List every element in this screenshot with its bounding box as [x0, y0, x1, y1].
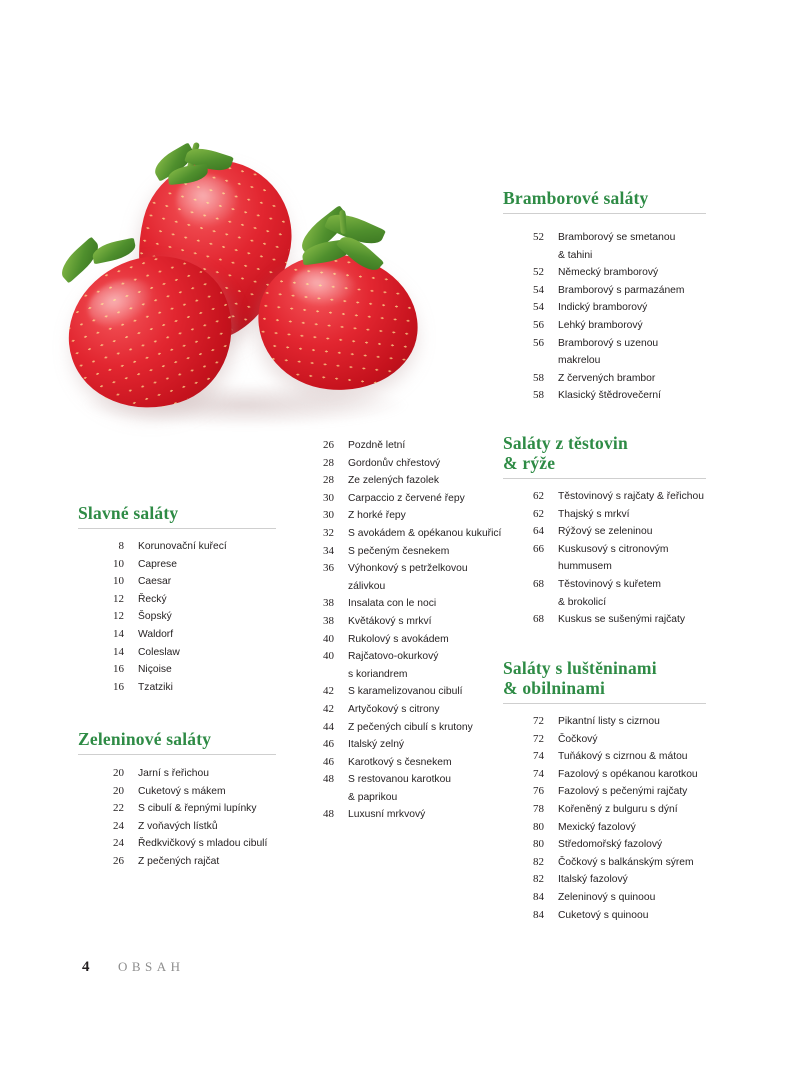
entry-page: 78 — [533, 802, 544, 815]
toc-entry[interactable] — [98, 853, 303, 871]
toc-entry[interactable] — [308, 525, 508, 543]
entry-title: S restovanou karotkou — [348, 774, 452, 786]
entry-title: & brokolicí — [558, 596, 607, 608]
entry-title: Bramborový se smetanou — [558, 232, 676, 243]
entry-page: 14 — [113, 627, 124, 640]
toc-entry[interactable] — [518, 871, 733, 889]
toc-list-slavne-salaty — [98, 538, 298, 696]
entry-title: Insalata con le noci — [348, 598, 437, 610]
toc-entry-continuation — [518, 247, 728, 265]
entry-page: 80 — [533, 820, 544, 833]
toc-entry[interactable] — [308, 683, 508, 701]
entry-title: Z červených brambor — [558, 372, 656, 384]
entry-page: 56 — [533, 318, 544, 331]
entry-title: Bramborový s parmazánem — [558, 284, 685, 296]
entry-title: Kuskus se sušenými rajčaty — [558, 614, 686, 626]
toc-entry[interactable] — [518, 836, 733, 854]
page-label: OBSAH — [118, 959, 185, 974]
toc-entry[interactable] — [308, 719, 508, 737]
toc-entry[interactable] — [308, 507, 508, 525]
section-title-bramborove-salaty — [503, 188, 706, 214]
entry-title: Niçoise — [138, 664, 172, 676]
entry-title: Kořeněný z bulguru s dýní — [558, 803, 678, 815]
section-title-text-line2: & obilninami — [503, 678, 606, 698]
toc-entry[interactable] — [98, 835, 303, 853]
toc-entry[interactable] — [98, 679, 298, 697]
entry-page: 32 — [323, 526, 334, 539]
section-title-text-line1: Saláty z těstovin — [503, 433, 628, 453]
entry-title: Zeleninový s quinoou — [558, 891, 656, 903]
toc-entry[interactable] — [98, 608, 298, 626]
entry-page: 74 — [533, 750, 544, 763]
toc-entry[interactable] — [308, 701, 508, 719]
entry-title: Tzatziki — [138, 681, 173, 693]
entry-title: S cibulí & řepnými lupínky — [138, 803, 257, 815]
title-rule — [78, 754, 276, 755]
entry-page: 62 — [533, 507, 544, 520]
section-title-zeleninove-salaty — [78, 729, 276, 755]
entry-title: Fazolový s opékanou karotkou — [558, 768, 698, 780]
entry-title: S avokádem & opékanou kukuřicí — [348, 527, 502, 539]
entry-page: 84 — [533, 890, 544, 903]
toc-entry[interactable] — [98, 626, 298, 644]
strawberries-photo — [40, 150, 440, 440]
toc-entry-continuation — [518, 352, 728, 370]
entry-title: Gordonův chřestový — [348, 457, 441, 469]
entry-title: s koriandrem — [348, 668, 408, 680]
entry-page: 14 — [113, 645, 124, 658]
entry-title: Čočkový s balkánským sýrem — [558, 856, 694, 868]
toc-entry[interactable] — [518, 713, 733, 731]
toc-entry[interactable] — [98, 644, 298, 662]
entry-page: 80 — [533, 838, 544, 851]
entry-page: 48 — [323, 808, 334, 821]
toc-entry[interactable] — [98, 538, 298, 556]
entry-page: 40 — [323, 650, 334, 663]
toc-entry[interactable] — [308, 490, 508, 508]
entry-page: 28 — [323, 456, 334, 469]
toc-entry[interactable] — [98, 818, 303, 836]
entry-title: Výhonkový s petrželkovou — [348, 563, 468, 575]
entry-page: 28 — [323, 474, 334, 487]
toc-entry[interactable] — [518, 541, 733, 559]
toc-entry[interactable] — [308, 543, 508, 561]
section-title-text: Slavné saláty — [78, 503, 179, 523]
toc-entry[interactable] — [98, 591, 298, 609]
entry-page: 56 — [533, 336, 544, 349]
entry-page: 74 — [533, 767, 544, 780]
entry-page: 36 — [323, 562, 334, 575]
section-title-text-line2: & rýže — [503, 453, 556, 473]
entry-page: 48 — [323, 773, 334, 786]
entry-page: 52 — [533, 266, 544, 279]
toc-entry[interactable] — [518, 299, 728, 317]
entry-page: 26 — [113, 854, 124, 867]
toc-entry-continuation — [518, 558, 733, 576]
entry-page: 10 — [113, 575, 124, 588]
entry-page: 38 — [323, 597, 334, 610]
entry-title: Z pečených cibulí s krutony — [348, 721, 473, 733]
entry-page: 44 — [323, 720, 334, 733]
toc-entry[interactable] — [308, 806, 508, 824]
page-number: 4 — [82, 959, 90, 975]
title-rule — [503, 703, 706, 704]
entry-title: Artyčokový s citrony — [348, 703, 440, 715]
entry-page: 16 — [113, 663, 124, 676]
entry-page: 52 — [533, 231, 544, 243]
entry-title: Cuketový s quinoou — [558, 909, 649, 921]
toc-entry-continuation — [308, 789, 508, 807]
toc-entry[interactable] — [518, 370, 728, 388]
toc-entry[interactable] — [518, 731, 733, 749]
entry-title: Německý bramborový — [558, 267, 659, 279]
entry-title: Řecký — [138, 593, 167, 605]
entry-title: Cuketový s mákem — [138, 785, 226, 797]
toc-entry[interactable] — [98, 573, 298, 591]
toc-entry[interactable] — [308, 771, 508, 789]
toc-entry[interactable] — [518, 317, 728, 335]
toc-entry[interactable] — [518, 748, 733, 766]
entry-page: 12 — [113, 610, 124, 623]
entry-page: 10 — [113, 557, 124, 570]
entry-title: Carpaccio z červené řepy — [348, 492, 465, 504]
entry-page: 58 — [533, 389, 544, 402]
entry-page: 58 — [533, 371, 544, 384]
entry-title: Těstovinový s kuřetem — [558, 578, 662, 590]
toc-entry[interactable] — [518, 488, 733, 506]
entry-title: & paprikou — [348, 791, 398, 803]
toc-list-zeleninove-salaty — [98, 765, 303, 871]
entry-page: 76 — [533, 785, 544, 798]
toc-entry[interactable] — [308, 648, 508, 666]
toc-entry[interactable] — [518, 282, 728, 300]
entry-page: 22 — [113, 802, 124, 815]
toc-entry[interactable] — [518, 889, 733, 907]
toc-list-salaty-z-testovin — [518, 488, 733, 629]
entry-title: Caprese — [138, 558, 177, 570]
entry-page: 62 — [533, 490, 544, 502]
entry-title: Ředkvičkový s mladou cibulí — [138, 838, 268, 850]
toc-entry[interactable] — [308, 613, 508, 631]
toc-entry[interactable] — [98, 661, 298, 679]
entry-page: 46 — [323, 738, 334, 751]
toc-entry[interactable] — [518, 523, 733, 541]
entry-page: 30 — [323, 509, 334, 522]
entry-page: 46 — [323, 755, 334, 768]
entry-title: Caesar — [138, 576, 172, 588]
entry-title: Rukolový s avokádem — [348, 633, 449, 645]
entry-title: Květákový s mrkví — [348, 615, 432, 627]
toc-entry[interactable] — [518, 576, 733, 594]
section-title-salaty-z-testovin — [503, 433, 706, 479]
toc-entry[interactable] — [518, 854, 733, 872]
entry-title: Středomořský fazolový — [558, 839, 663, 851]
toc-entry[interactable] — [518, 264, 728, 282]
entry-title: Kuskusový s citronovým — [558, 543, 669, 555]
entry-page: 64 — [533, 525, 544, 538]
toc-list-bramborove-salaty — [518, 229, 728, 405]
toc-entry[interactable] — [308, 736, 508, 754]
toc-entry[interactable] — [308, 472, 508, 490]
entry-page: 24 — [113, 819, 124, 832]
entry-title: Rajčatovo-okurkový — [348, 651, 439, 663]
entry-page: 72 — [533, 732, 544, 745]
title-rule — [503, 213, 706, 214]
toc-list-zeleninove-salaty-continued — [308, 437, 508, 824]
entry-page: 12 — [113, 592, 124, 605]
entry-title: Tuňákový s cizrnou & mátou — [558, 751, 688, 763]
entry-page: 54 — [533, 283, 544, 296]
entry-title: Šopský — [138, 611, 172, 623]
entry-page: 68 — [533, 577, 544, 590]
entry-title: Pozdně letní — [348, 440, 406, 451]
entry-title: & tahini — [558, 249, 593, 261]
toc-entry[interactable] — [308, 754, 508, 772]
entry-title: S karamelizovanou cibulí — [348, 686, 463, 698]
toc-entry[interactable] — [518, 387, 728, 405]
entry-title: Pikantní listy s cizrnou — [558, 716, 660, 727]
toc-entry[interactable] — [98, 556, 298, 574]
entry-page: 42 — [323, 702, 334, 715]
entry-title: hummusem — [558, 561, 612, 573]
entry-page: 30 — [323, 491, 334, 504]
toc-entry[interactable] — [308, 560, 508, 578]
entry-title: Lehký bramborový — [558, 319, 643, 331]
entry-title: Italský fazolový — [558, 874, 628, 886]
entry-title: zálivkou — [348, 580, 386, 592]
title-rule — [78, 528, 276, 529]
entry-title: Rýžový se zeleninou — [558, 526, 653, 538]
entry-title: S pečeným česnekem — [348, 545, 450, 557]
entry-page: 26 — [323, 439, 334, 451]
toc-entry[interactable] — [308, 455, 508, 473]
entry-page: 84 — [533, 908, 544, 921]
entry-page: 38 — [323, 614, 334, 627]
entry-title: Z voňavých lístků — [138, 820, 218, 832]
toc-entry[interactable] — [518, 783, 733, 801]
toc-list-salaty-s-lustenina — [518, 713, 733, 924]
toc-entry[interactable] — [308, 631, 508, 649]
entry-page: 82 — [533, 873, 544, 886]
entry-page: 42 — [323, 685, 334, 698]
entry-title: Bramborový s uzenou — [558, 337, 659, 349]
entry-title: Coleslaw — [138, 646, 180, 658]
entry-title: Indický bramborový — [558, 302, 648, 314]
section-title-text: Bramborové saláty — [503, 188, 649, 208]
toc-entry[interactable] — [518, 229, 728, 247]
entry-page: 66 — [533, 542, 544, 555]
entry-title: Čočkový — [558, 733, 598, 745]
entry-page: 24 — [113, 837, 124, 850]
entry-title: Z horké řepy — [348, 510, 406, 522]
entry-title: Waldorf — [138, 628, 174, 640]
toc-entry[interactable] — [518, 819, 733, 837]
entry-title: makrelou — [558, 355, 601, 367]
toc-entry[interactable] — [98, 783, 303, 801]
toc-entry[interactable] — [518, 801, 733, 819]
entry-title: Karotkový s česnekem — [348, 756, 452, 768]
entry-page: 20 — [113, 784, 124, 797]
toc-entry[interactable] — [518, 506, 733, 524]
toc-entry[interactable] — [518, 335, 728, 353]
entry-title: Italský zelný — [348, 739, 405, 751]
toc-entry[interactable] — [308, 437, 508, 455]
entry-page: 16 — [113, 680, 124, 693]
toc-entry[interactable] — [98, 765, 303, 783]
section-title-text-line1: Saláty s luštěninami — [503, 658, 657, 678]
title-rule — [503, 478, 706, 479]
toc-entry-continuation — [518, 594, 733, 612]
entry-page: 20 — [113, 767, 124, 779]
entry-page: 40 — [323, 632, 334, 645]
entry-title: Luxusní mrkvový — [348, 809, 426, 821]
entry-title: Těstovinový s rajčaty & řeřichou — [558, 491, 704, 502]
section-title-text: Zeleninové saláty — [78, 729, 212, 749]
entry-title: Fazolový s pečenými rajčaty — [558, 786, 688, 798]
toc-entry-continuation — [308, 666, 508, 684]
entry-title: Z pečených rajčat — [138, 855, 220, 867]
entry-title: Jarní s řeřichou — [138, 768, 209, 779]
toc-entry[interactable] — [518, 611, 733, 629]
entry-page: 68 — [533, 613, 544, 626]
section-title-salaty-s-lustenina — [503, 658, 706, 704]
entry-title: Thajský s mrkví — [558, 508, 630, 520]
toc-entry[interactable] — [308, 595, 508, 613]
toc-entry[interactable] — [518, 907, 733, 925]
entry-page: 72 — [533, 715, 544, 727]
toc-entry[interactable] — [518, 766, 733, 784]
section-title-slavne-salaty — [78, 503, 276, 529]
entry-title: Ze zelených fazolek — [348, 475, 440, 487]
entry-page: 8 — [118, 540, 124, 552]
entry-title: Mexický fazolový — [558, 821, 636, 833]
toc-entry-continuation — [308, 578, 508, 596]
toc-entry[interactable] — [98, 800, 303, 818]
entry-title: Klasický štědrovečerní — [558, 390, 662, 402]
entry-page: 54 — [533, 301, 544, 314]
entry-title: Korunovační kuřecí — [138, 541, 227, 552]
entry-page: 34 — [323, 544, 334, 557]
entry-page: 82 — [533, 855, 544, 868]
